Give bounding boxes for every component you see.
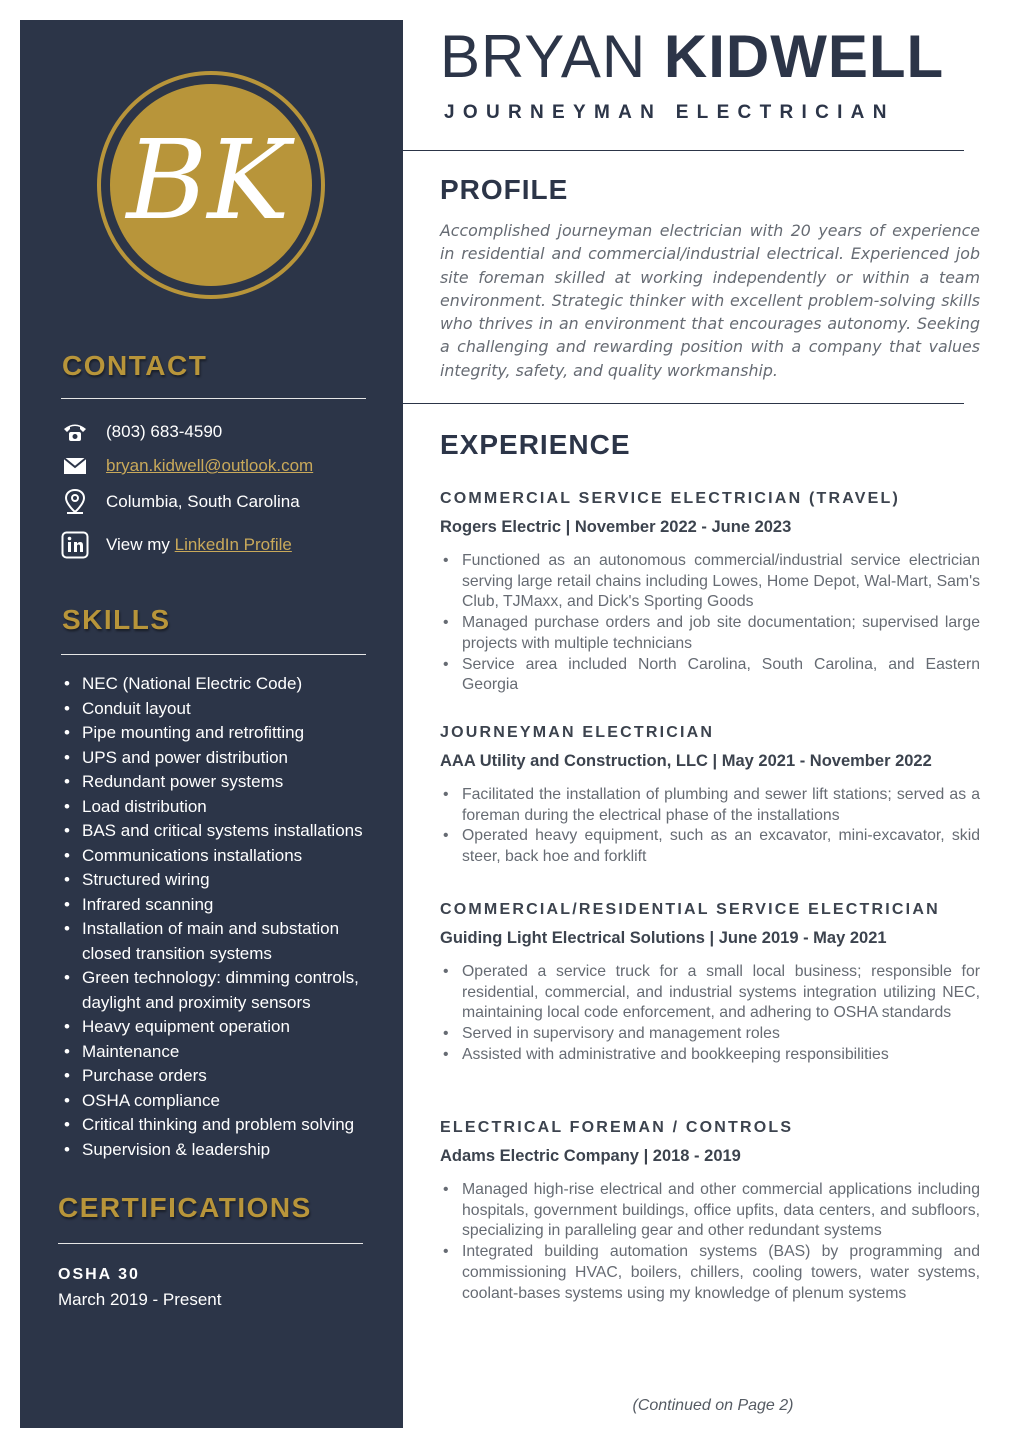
location-pin-icon: [60, 487, 90, 517]
job-title: COMMERCIAL/RESIDENTIAL SERVICE ELECTRICIAN: [440, 901, 940, 918]
skill-item: • OSHA compliance: [60, 1089, 380, 1114]
job-company: Rogers Electric | November 2022 - June 2023: [440, 518, 792, 536]
envelope-icon: [60, 451, 90, 481]
job-entry: [440, 724, 980, 868]
profile-heading: PROFILE: [440, 174, 569, 205]
contact-location: [60, 487, 300, 517]
linkedin-prefix: View my: [106, 535, 170, 554]
cert-date: March 2019 - Present: [58, 1290, 222, 1309]
job-bullet: • Managed purchase orders and job site documentation; supervised large projects with multiple technicians: [440, 613, 980, 654]
skills-list: [60, 672, 380, 1162]
job-bullet: • Service area included North Carolina, South Carolina, and Eastern Georgia: [440, 655, 980, 696]
cert-title: OSHA 30: [58, 1266, 140, 1283]
certifications-heading: CERTIFICATIONS: [58, 1192, 312, 1223]
header-divider: [403, 150, 964, 151]
job-title: ELECTRICAL FOREMAN / CONTROLS: [440, 1119, 794, 1136]
phone-number: (803) 683-4590: [106, 422, 223, 441]
skill-item: • Conduit layout: [60, 697, 380, 722]
profile-divider: [403, 403, 964, 404]
job-bullet: • Operated heavy equipment, such as an excavator, mini-excavator, skid steer, back hoe and forklift: [440, 826, 980, 867]
skill-item: • Maintenance: [60, 1040, 380, 1065]
job-company: Guiding Light Electrical Solutions | June 2019 - May 2021: [440, 929, 887, 947]
job-bullets: [440, 1180, 980, 1304]
linkedin-link[interactable]: LinkedIn Profile: [174, 535, 292, 554]
skill-item: • Green technology: dimming controls, daylight and proximity sensors: [60, 966, 380, 1015]
job-bullet: • Facilitated the installation of plumbing and sewer lift stations; served as a foreman during the electrical phase of the installations: [440, 785, 980, 826]
job-title: JOURNEYMAN ELECTRICIAN: [440, 724, 715, 741]
job-company: Adams Electric Company | 2018 - 2019: [440, 1147, 741, 1165]
skill-item: • UPS and power distribution: [60, 746, 380, 771]
job-bullet: • Operated a service truck for a small local business; responsible for residential, commercial, and industrial systems integration utilizing NEC, maintaining local code enforcement, and adhering to OSHA standards: [440, 962, 980, 1024]
skills-divider: [61, 654, 366, 655]
job-bullet: • Served in supervisory and management roles: [440, 1024, 980, 1045]
skill-item: • NEC (National Electric Code): [60, 672, 380, 697]
first-name: BRYAN: [440, 23, 647, 90]
job-bullet: • Functioned as an autonomous commercial/industrial service electrician serving large retail chains including Lowes, Home Depot, Wal-Mart, Sam's Club, TJMaxx, and Dick's Sporting Goods: [440, 551, 980, 613]
skill-item: • Pipe mounting and retrofitting: [60, 721, 380, 746]
location-text: Columbia, South Carolina: [106, 492, 300, 511]
skill-item: • Infrared scanning: [60, 893, 380, 918]
linkedin-icon[interactable]: [60, 530, 90, 560]
skill-item: • Load distribution: [60, 795, 380, 820]
job-bullets: [440, 551, 980, 696]
certifications-divider: [58, 1243, 363, 1244]
last-name: KIDWELL: [663, 23, 945, 90]
skill-item: • Supervision & leadership: [60, 1138, 380, 1163]
experience-heading: EXPERIENCE: [440, 429, 631, 460]
job-bullets: [440, 785, 980, 868]
monogram-logo: [96, 70, 326, 300]
sidebar: [20, 20, 403, 1428]
job-title: COMMERCIAL SERVICE ELECTRICIAN (TRAVEL): [440, 490, 901, 507]
skill-item: • Redundant power systems: [60, 770, 380, 795]
job-company: AAA Utility and Construction, LLC | May 2021 - November 2022: [440, 752, 932, 770]
job-entry: [440, 1119, 980, 1304]
job-subtitle: JOURNEYMAN ELECTRICIAN: [444, 102, 895, 123]
skill-item: • Installation of main and substation closed transition systems: [60, 917, 380, 966]
skill-item: • Heavy equipment operation: [60, 1015, 380, 1040]
skill-item: • Purchase orders: [60, 1064, 380, 1089]
skill-item: • Critical thinking and problem solving: [60, 1113, 380, 1138]
candidate-name: [440, 22, 944, 92]
email-link[interactable]: bryan.kidwell@outlook.com: [106, 456, 314, 475]
monogram-letters: BK: [126, 116, 290, 244]
skill-item: • Communications installations: [60, 844, 380, 869]
job-entry: [440, 901, 980, 1066]
continued-note: (Continued on Page 2): [632, 1397, 794, 1414]
contact-phone: [60, 417, 222, 447]
profile-text: Accomplished journeyman electrician with 20 years of experience in residential and commercial/industrial electrical. Experienced job site foreman skilled at working independently or within a team environment. Strategic thinker with excellent problem-solving skills who thrives in an environment that encourages autonomy. Seeking a challenging and rewarding position with a company that values integrity, safety, and quality workmanship.: [440, 221, 980, 380]
job-entry: [440, 490, 980, 696]
contact-email: [60, 451, 313, 481]
contact-divider: [61, 398, 366, 399]
phone-icon: [60, 417, 90, 447]
contact-linkedin: [60, 530, 292, 560]
job-bullets: [440, 962, 980, 1066]
job-bullet: • Integrated building automation systems (BAS) by programming and commissioning HVAC, boilers, chillers, cooling towers, water systems, coolant-bases systems using my knowledge of plenum systems: [440, 1242, 980, 1304]
job-bullet: • Managed high-rise electrical and other commercial applications including hospitals, government buildings, office upfits, data centers, and subfloors, specializing in paralleling gear and other redundant systems: [440, 1180, 980, 1242]
contact-heading: CONTACT: [62, 350, 208, 381]
job-bullet: • Assisted with administrative and bookkeeping responsibilities: [440, 1045, 980, 1066]
skills-heading: SKILLS: [62, 604, 171, 635]
skill-item: • Structured wiring: [60, 868, 380, 893]
skill-item: • BAS and critical systems installations: [60, 819, 380, 844]
